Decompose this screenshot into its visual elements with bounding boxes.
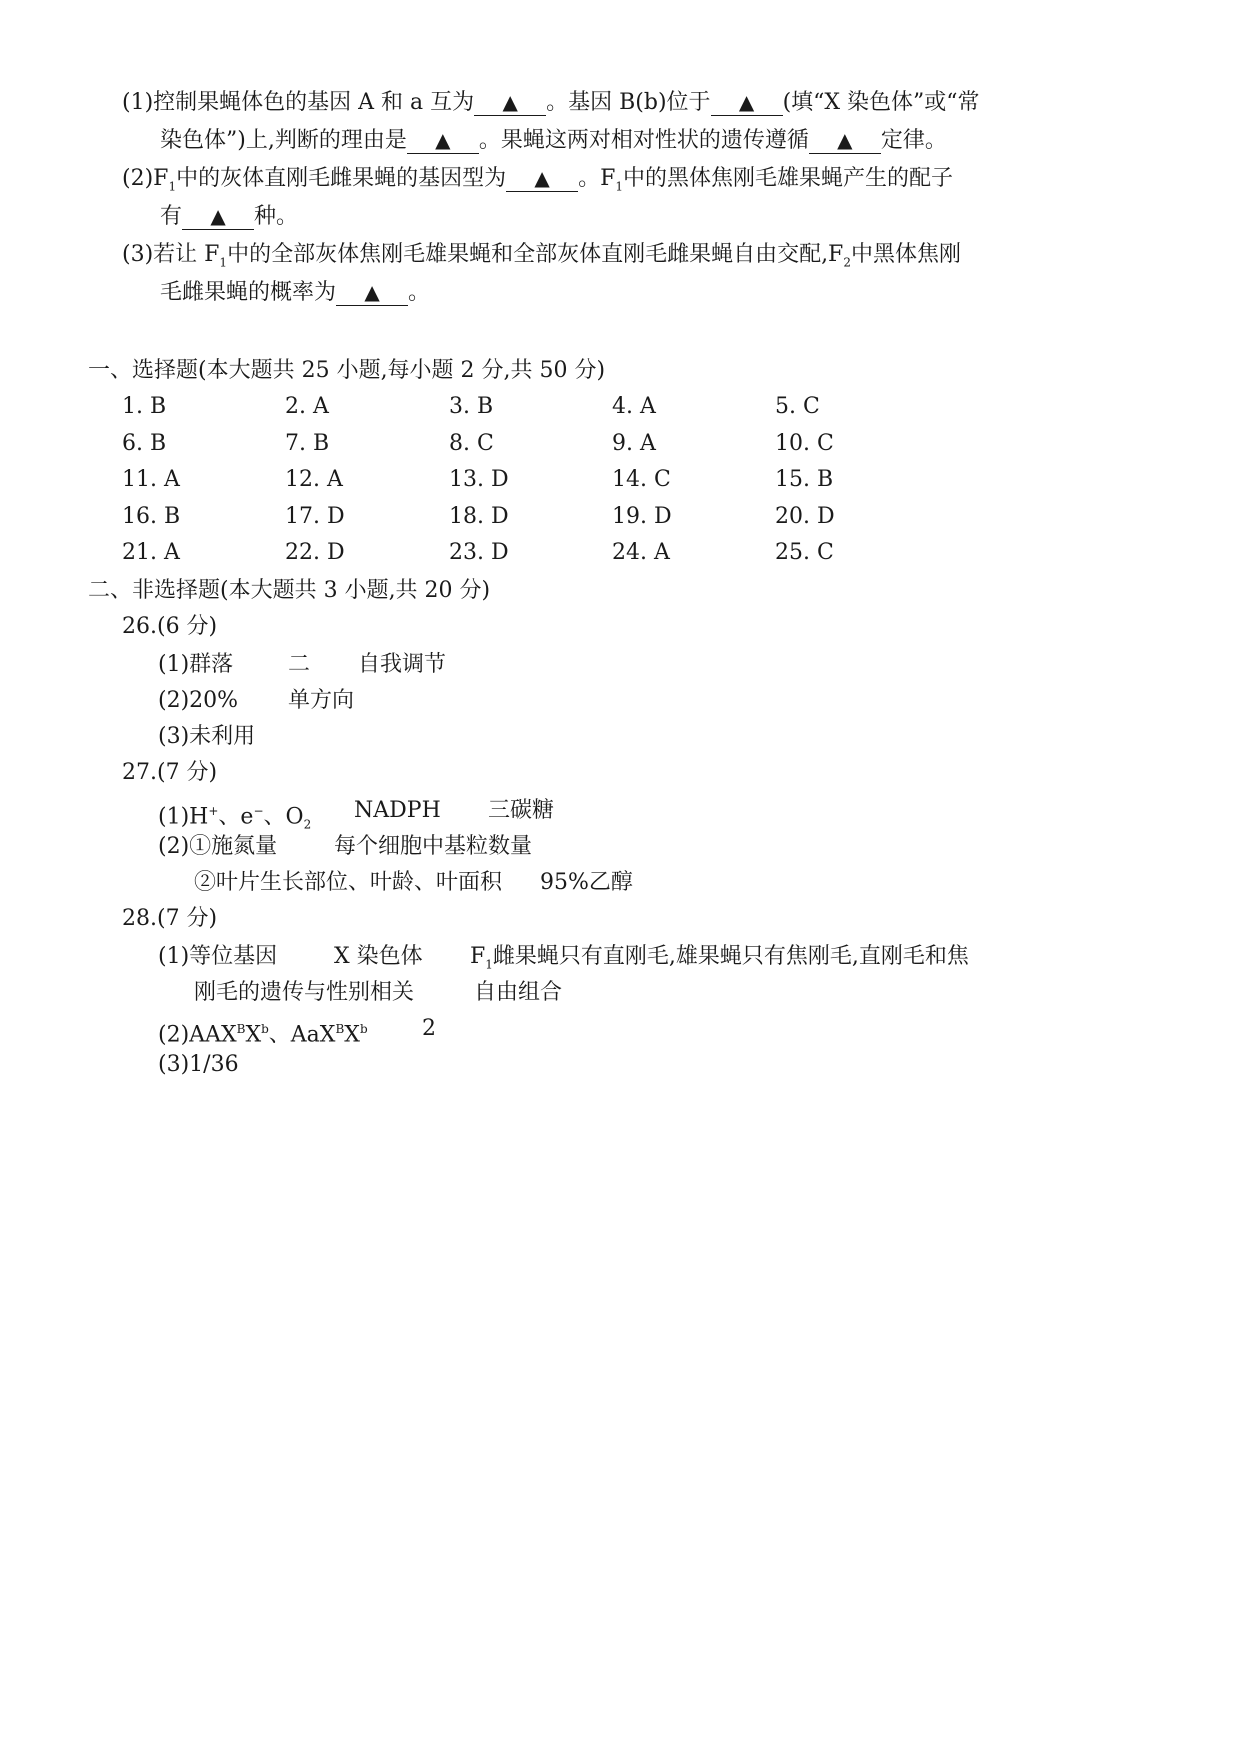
- q3-text: 。: [408, 280, 431, 305]
- q26-answer-2b: 单方向: [288, 688, 355, 713]
- answer-blank: ▲: [474, 89, 546, 116]
- answer-blank: ▲: [407, 127, 479, 154]
- q28-answer-1c: [470, 942, 969, 979]
- choice-answer: 17. D: [285, 503, 345, 529]
- q1-text: 定律。: [880, 128, 947, 153]
- subscript: 2: [303, 817, 312, 832]
- q28-answer-2: [158, 1014, 368, 1050]
- q2-text: 中的黑体焦刚毛雄果蝇产生的配子: [623, 166, 954, 191]
- q27-answer-text: 、e: [218, 804, 254, 830]
- subscript: 1: [615, 179, 623, 194]
- superscript: b: [359, 1022, 368, 1036]
- q27-title: 27.(7 分): [122, 760, 218, 785]
- q3-text: (3)若让 F: [122, 242, 220, 267]
- q28-title: 28.(7 分): [122, 906, 218, 931]
- q1-text: (填“X 染色体”或“常: [782, 90, 980, 115]
- q27-answer-1c: 三碳糖: [488, 798, 555, 823]
- q1-text: (1)控制果蝇体色的基因 A 和 a 互为: [122, 90, 475, 115]
- section2-heading: 二、非选择题(本大题共 3 小题,共 20 分): [88, 578, 491, 603]
- q26-answer-1: (1)群落: [158, 652, 234, 677]
- genotype-text: X: [245, 1022, 262, 1048]
- q27-answer-text: 、O: [263, 804, 304, 830]
- q26-answer-3: (3)未利用: [158, 724, 256, 749]
- superscript: −: [253, 804, 264, 818]
- q28-answer-1: (1)等位基因: [158, 944, 278, 969]
- q2-text: 中的灰体直刚毛雌果蝇的基因型为: [176, 166, 507, 191]
- q26-answer-1b: 二: [288, 652, 311, 677]
- q2-text: 有: [160, 204, 183, 229]
- q27-answer-2b: 每个细胞中基粒数量: [334, 834, 533, 859]
- choice-answer: 3. B: [449, 394, 494, 419]
- choice-answer: 20. D: [775, 503, 835, 529]
- q3-text: 毛雌果蝇的概率为: [160, 280, 337, 305]
- q27-answer-2: (2)①施氮量: [158, 834, 278, 859]
- q26-title: 26.(6 分): [122, 614, 218, 639]
- q28-answer-text: 雌果蝇只有直刚毛,雄果蝇只有焦刚毛,直刚毛和焦: [492, 944, 969, 969]
- choice-answer: 12. A: [285, 467, 343, 492]
- q27-answer-3: ②叶片生长部位、叶龄、叶面积: [194, 870, 503, 895]
- q1-text: 染色体”)上,判断的理由是: [160, 128, 407, 153]
- choice-answer: 13. D: [449, 467, 509, 492]
- subscript: 2: [843, 255, 851, 270]
- choice-answer: 6. B: [122, 430, 167, 456]
- q1-line-1: [122, 88, 980, 118]
- q3-line-1: [122, 240, 961, 277]
- q27-answer-text: (1)H: [158, 804, 209, 830]
- choice-answer: 19. D: [612, 503, 672, 529]
- choice-answer: 23. D: [449, 540, 509, 565]
- subscript: 1: [485, 957, 493, 972]
- genotype-text: X: [344, 1022, 360, 1048]
- choice-answer: 15. B: [775, 467, 834, 492]
- q1-line-2: [160, 126, 947, 156]
- choice-answer: 16. B: [122, 503, 181, 529]
- choice-answer: 18. D: [449, 503, 509, 529]
- answer-blank: ▲: [336, 279, 408, 306]
- q26-answer-1c: 自我调节: [358, 652, 447, 677]
- choice-answer: 21. A: [122, 540, 180, 565]
- q1-text: 。果蝇这两对相对性状的遗传遵循: [478, 128, 809, 153]
- q28-answer-2b: 2: [422, 1016, 436, 1041]
- q28-answer-3: (3)1/36: [158, 1052, 239, 1077]
- answer-blank: ▲: [711, 89, 783, 116]
- choice-answer: 5. C: [775, 394, 820, 419]
- q2-text: 种。: [254, 204, 299, 229]
- answer-blank: ▲: [182, 203, 254, 230]
- choice-answer: 9. A: [612, 430, 656, 456]
- choice-answer: 7. B: [285, 430, 330, 456]
- q28-answer-1b: X 染色体: [334, 944, 423, 969]
- superscript: +: [208, 804, 219, 818]
- genotype-text: 、AaX: [268, 1022, 336, 1048]
- choice-answer: 22. D: [285, 540, 345, 565]
- subscript: 1: [168, 179, 177, 194]
- q26-answer-2: (2)20%: [158, 688, 239, 713]
- q2-text: 。F: [578, 166, 616, 191]
- answer-blank: ▲: [809, 127, 881, 154]
- q27-answer-3b: 95%乙醇: [540, 870, 633, 895]
- subscript: 1: [219, 255, 228, 270]
- choice-answer: 11. A: [122, 467, 180, 492]
- q28-answer-text: F: [470, 944, 486, 969]
- q28-answer-1e: 自由组合: [474, 980, 563, 1005]
- choice-answer: 8. C: [449, 430, 494, 456]
- q2-line-2: [160, 202, 298, 232]
- choice-answer: 24. A: [612, 540, 670, 565]
- q3-text: 中黑体焦刚: [850, 242, 961, 267]
- superscript: b: [261, 1022, 269, 1036]
- q27-answer-1b: NADPH: [354, 798, 441, 823]
- choice-answer: 25. C: [775, 540, 834, 565]
- q2-line-1: [122, 164, 953, 201]
- choice-answer: 2. A: [285, 394, 329, 419]
- q3-text: 中的全部灰体焦刚毛雄果蝇和全部灰体直刚毛雌果蝇自由交配,F: [227, 242, 844, 267]
- choice-answer: 4. A: [612, 394, 656, 419]
- section1-heading: 一、选择题(本大题共 25 小题,每小题 2 分,共 50 分): [88, 358, 606, 383]
- superscript: B: [236, 1022, 246, 1036]
- genotype-text: (2)AAX: [158, 1022, 237, 1048]
- choice-answer: 1. B: [122, 394, 167, 419]
- superscript: B: [335, 1022, 345, 1036]
- q3-line-2: [160, 278, 430, 308]
- q2-text: (2)F: [122, 166, 169, 191]
- choice-answer: 10. C: [775, 430, 834, 456]
- q1-text: 。基因 B(b)位于: [546, 90, 711, 115]
- answer-blank: ▲: [506, 165, 578, 192]
- q28-answer-1d: 刚毛的遗传与性别相关: [194, 980, 415, 1005]
- choice-answer: 14. C: [612, 467, 671, 492]
